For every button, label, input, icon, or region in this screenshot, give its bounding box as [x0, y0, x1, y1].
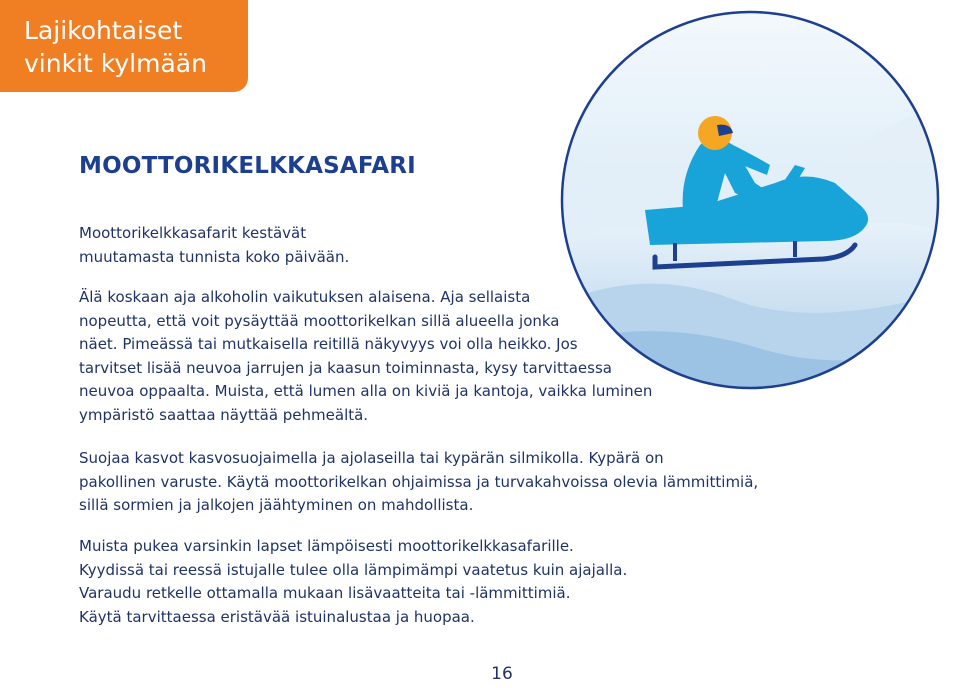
section-title: MOOTTORIKELKKASAFARI — [79, 153, 416, 179]
snowmobile-rider-icon — [555, 5, 945, 395]
snowmobile-illustration — [555, 5, 945, 395]
paragraph-clothing: Muista pukea varsinkin lapset lämpöisesti moottorikelkkasafarille. Kyydissä tai reessä istujalle tulee olla lämpimämpi vaatetus kuin ajajalla. Varaudu retkelle ottamalla mukaan lisävaatteita tai -lämmittimiä. Käytä tarvittaessa eristävää istuinalustaa ja huopaa. — [79, 537, 628, 626]
paragraph-duration: Moottorikelkkasafarit kestävät muutamasta tunnista koko päivään. — [79, 224, 350, 266]
chapter-title: Lajikohtaiset vinkit kylmään — [24, 16, 207, 78]
paragraph-face-protection: Suojaa kasvot kasvosuojaimella ja ajolaseilla tai kypärän silmikolla. Kypärä on pakollinen varuste. Käytä moottorikelkan ohjaimissa ja turvakahvoissa olevia lämmittimiä, sillä sormien ja jalkojen jäähtyminen on mahdollista. — [79, 449, 759, 514]
paragraph-safety: Älä koskaan aja alkoholin vaikutuksen alaisena. Aja sellaista nopeutta, että voit pysäyttää moottorikelkan sillä alueella jonka näet. Pimeässä tai mutkaisella reitillä näkyvyys voi olla heikko. Jos tarvitset lisää neuvoa jarrujen ja kaasun toiminnasta, kysy tarvittaessa neuvoa oppaalta. Muista, että lumen alla on kiviä ja kantoja, vaikka luminen ympäristö saattaa näyttää pehmeältä. — [79, 288, 653, 424]
page-number: 16 — [491, 664, 513, 684]
chapter-header-tab — [0, 0, 248, 92]
